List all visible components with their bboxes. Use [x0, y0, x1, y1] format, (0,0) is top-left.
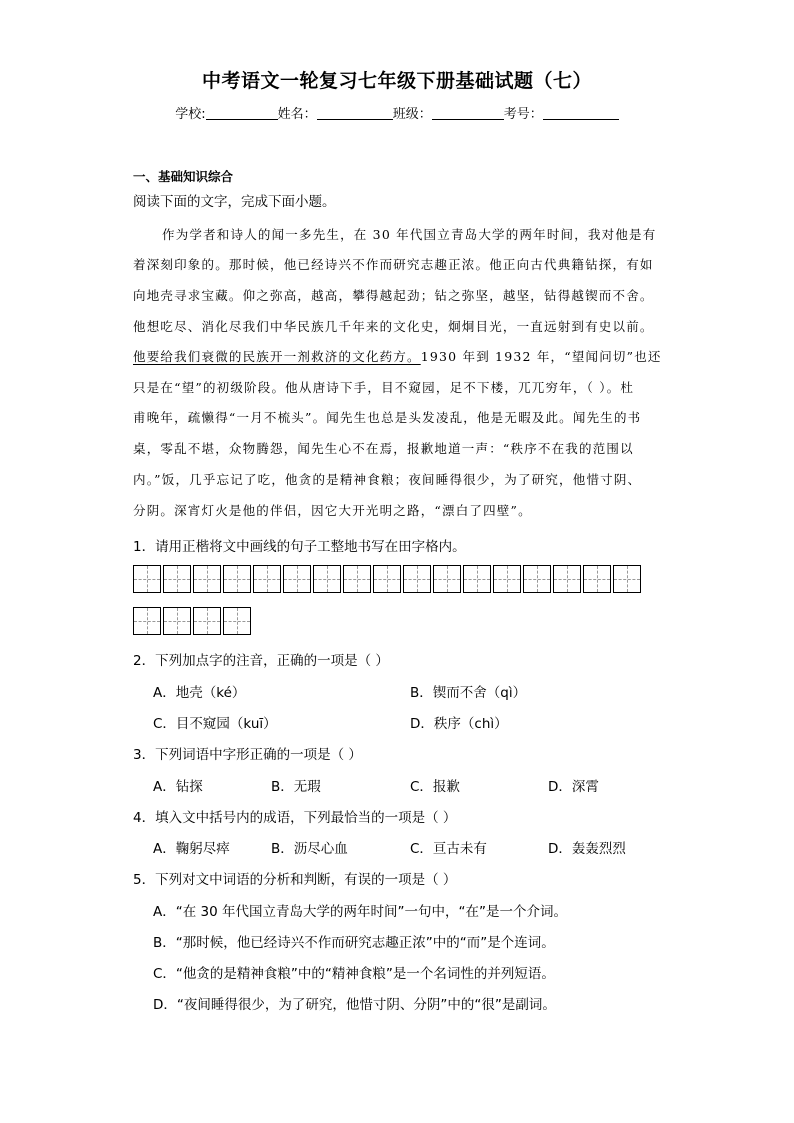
passage-line: 桌，零乱不堪，众物腾怨，闻先生心不在焉，报歉地道一声：“秩序不在我的范围以 — [133, 441, 634, 456]
writing-grid-cell[interactable] — [223, 565, 251, 593]
writing-grid-cell[interactable] — [163, 565, 191, 593]
passage-line-rest: 1930 年到 1932 年，“望闻问切”也还 — [420, 349, 662, 364]
writing-grid-cell[interactable] — [343, 565, 371, 593]
passage-line: 作为学者和诗人的闻一多先生，在 30 年代国立青岛大学的两年时间，我对他是有 — [162, 227, 657, 242]
writing-grid-row-1 — [133, 565, 643, 593]
question-4: 4．填入文中括号内的成语，下列最恰当的一项是（ ） — [133, 810, 457, 826]
name-label: 姓名： — [277, 107, 317, 122]
writing-grid-cell[interactable] — [193, 607, 221, 635]
passage-line: 分阴。深宵灯火是他的伴侣，因它大开光明之路，“漂白了四壁”。 — [133, 503, 532, 518]
writing-grid-cell[interactable] — [193, 565, 221, 593]
school-label: 学校: — [175, 107, 206, 122]
section-intro: 阅读下面的文字，完成下面小题。 — [133, 194, 336, 210]
question-1: 1．请用正楷将文中画线的句子工整地书写在田字格内。 — [133, 539, 466, 555]
writing-grid-cell[interactable] — [163, 607, 191, 635]
writing-grid-row-2 — [133, 607, 253, 635]
writing-grid-cell[interactable] — [463, 565, 491, 593]
class-field[interactable] — [432, 105, 504, 120]
q3-option-b[interactable]: B．无瑕 — [271, 779, 321, 795]
writing-grid-cell[interactable] — [613, 565, 641, 593]
writing-grid-cell[interactable] — [133, 565, 161, 593]
q2-option-b[interactable]: B．锲而不舍（qì） — [410, 685, 527, 701]
q2-option-d[interactable]: D．秩序（chì） — [410, 716, 508, 732]
q4-option-d[interactable]: D．轰轰烈烈 — [548, 841, 626, 857]
student-info-line — [0, 103, 794, 122]
q4-option-b[interactable]: B．沥尽心血 — [271, 841, 348, 857]
q3-option-d[interactable]: D．深霄 — [548, 779, 599, 795]
underlined-sentence: 他要给我们衰微的民族开一剂救济的文化药方。 — [133, 349, 421, 364]
writing-grid-cell[interactable] — [283, 565, 311, 593]
passage-line: 内。”饭，几乎忘记了吃，他贪的是精神食粮；夜间睡得很少，为了研究，他惜寸阴、 — [133, 472, 642, 487]
passage-line: 他想吃尽、消化尽我们中华民族几千年来的文化史，炯炯目光，一直远射到有史以前。 — [133, 319, 654, 334]
passage-line: 着深刻印象的。那时候，他已经诗兴不作而研究志趣正浓。他正向古代典籍钻探，有如 — [133, 257, 654, 272]
q5-option-c[interactable]: C．“他贪的是精神食粮”中的“精神食粮”是一个名词性的并列短语。 — [153, 966, 555, 982]
q5-option-a[interactable]: A．“在 30 年代国立青岛大学的两年时间”一句中，“在”是一个介词。 — [153, 904, 567, 920]
writing-grid-cell[interactable] — [433, 565, 461, 593]
number-label: 考号： — [503, 107, 543, 122]
page-title: 中考语文一轮复习七年级下册基础试题（七） — [201, 70, 592, 92]
number-field[interactable] — [543, 105, 619, 120]
q2-option-a[interactable]: A．地壳（ké） — [153, 685, 246, 701]
passage-line: 甫晚年，疏懒得“一月不梳头”。闻先生也总是头发凌乱，他是无暇及此。闻先生的书 — [133, 410, 642, 425]
question-2: 2．下列加点字的注音，正确的一项是（ ） — [133, 653, 389, 669]
passage-line: 只是在“望”的初级阶段。他从唐诗下手，目不窥园，足不下楼，兀兀穷年，（ ）。杜 — [133, 380, 635, 395]
q5-option-b[interactable]: B．“那时候，他已经诗兴不作而研究志趣正浓”中的“而”是个连词。 — [153, 935, 555, 951]
writing-grid-cell[interactable] — [523, 565, 551, 593]
question-3: 3．下列词语中字形正确的一项是（ ） — [133, 747, 362, 763]
writing-grid-cell[interactable] — [493, 565, 521, 593]
q4-option-c[interactable]: C．亘古未有 — [410, 841, 487, 857]
section-title: 一、基础知识综合 — [133, 169, 234, 184]
q4-option-a[interactable]: A．鞠躬尽瘁 — [153, 841, 230, 857]
passage-line: 向地壳寻求宝藏。仰之弥高，越高，攀得越起劲；钻之弥坚，越坚，钻得越锲而不舍。 — [133, 288, 654, 303]
writing-grid-cell[interactable] — [253, 565, 281, 593]
class-label: 班级： — [392, 107, 432, 122]
name-field[interactable] — [317, 105, 393, 120]
writing-grid-cell[interactable] — [313, 565, 341, 593]
writing-grid-cell[interactable] — [553, 565, 581, 593]
q3-option-c[interactable]: C．报歉 — [410, 779, 460, 795]
writing-grid-cell[interactable] — [133, 607, 161, 635]
question-5: 5．下列对文中词语的分析和判断，有误的一项是（ ） — [133, 872, 457, 888]
q2-option-c[interactable]: C．目不窥园（kuī） — [153, 716, 277, 732]
writing-grid-cell[interactable] — [403, 565, 431, 593]
writing-grid-cell[interactable] — [373, 565, 401, 593]
writing-grid-cell[interactable] — [223, 607, 251, 635]
passage-line — [133, 347, 662, 365]
q5-option-d[interactable]: D．“夜间睡得很少，为了研究，他惜寸阴、分阴”中的“很”是副词。 — [153, 997, 556, 1013]
school-field[interactable] — [206, 105, 278, 120]
writing-grid-cell[interactable] — [583, 565, 611, 593]
q3-option-a[interactable]: A．钻探 — [153, 779, 203, 795]
